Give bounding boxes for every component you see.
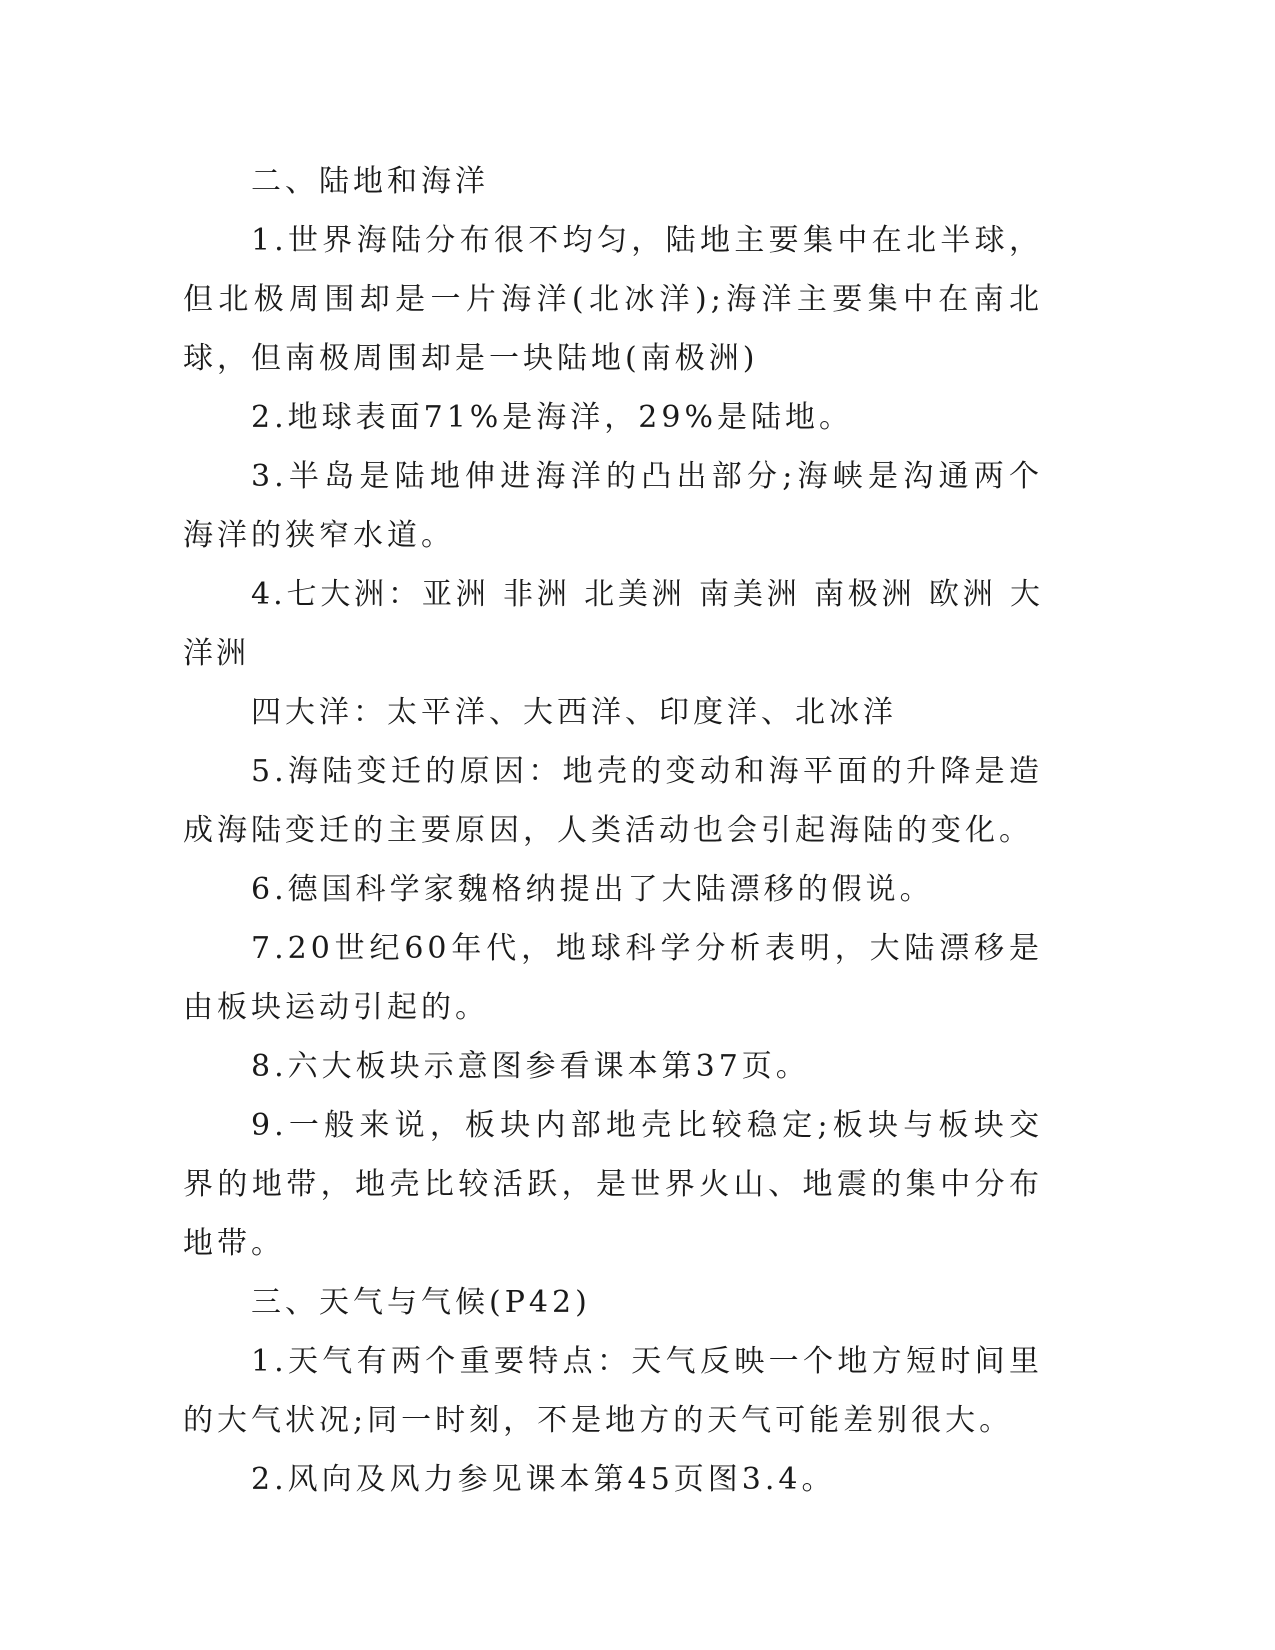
section-heading-weather-climate: 三、天气与气候(P42) (251, 1285, 591, 1320)
paragraph-9-plate-boundaries: 9.一般来说，板块内部地壳比较稳定;板块与板块交界的地带，地壳比较活跃，是世界火山、地震的集中分布地带。 (183, 1108, 1043, 1261)
document-body (183, 152, 1043, 1509)
paragraph-2-surface-ratio: 2.地球表面71%是海洋，29%是陆地。 (251, 400, 853, 435)
paragraph-four-oceans: 四大洋：太平洋、大西洋、印度洋、北冰洋 (251, 695, 897, 730)
paragraph-3-peninsula-strait: 3.半岛是陆地伸进海洋的凸出部分;海峡是沟通两个海洋的狭窄水道。 (183, 459, 1043, 553)
paragraph-weather-features: 1.天气有两个重要特点：天气反映一个地方短时间里的大气状况;同一时刻，不是地方的天气可能差别很大。 (183, 1344, 1043, 1438)
paragraph-4-seven-continents: 4.七大洲：亚洲 非洲 北美洲 南美洲 南极洲 欧洲 大洋洲 (183, 577, 1043, 671)
paragraph-7-plate-movement: 7.20世纪60年代，地球科学分析表明，大陆漂移是由板块运动引起的。 (183, 931, 1043, 1025)
paragraph-6-wegener: 6.德国科学家魏格纳提出了大陆漂移的假说。 (251, 872, 934, 907)
section-heading-land-and-ocean: 二、陆地和海洋 (251, 164, 489, 199)
paragraph-5-land-sea-change: 5.海陆变迁的原因：地壳的变动和海平面的升降是造成海陆变迁的主要原因，人类活动也会引起海陆的变化。 (183, 754, 1043, 848)
paragraph-1-land-distribution: 1.世界海陆分布很不均匀，陆地主要集中在北半球，但北极周围却是一片海洋(北冰洋);海洋主要集中在南北球，但南极周围却是一块陆地(南极洲) (183, 223, 1043, 376)
paragraph-8-six-plates: 8.六大板块示意图参看课本第37页。 (251, 1049, 810, 1084)
paragraph-wind-direction: 2.风向及风力参见课本第45页图3.4。 (251, 1462, 836, 1497)
